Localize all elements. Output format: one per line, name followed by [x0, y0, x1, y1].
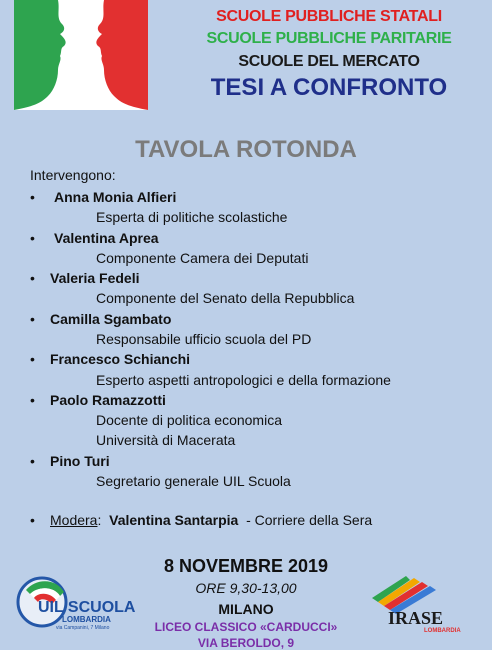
speaker-name: Pino Turi — [50, 453, 110, 469]
header-line-mercato: SCUOLE DEL MERCATO — [238, 53, 420, 70]
speaker-name: Francesco Schianchi — [50, 351, 191, 367]
header-line-statali: SCUOLE PUBBLICHE STATALI — [216, 8, 442, 25]
bullet-icon: • — [30, 512, 35, 528]
speaker-role: Componente Camera dei Deputati — [96, 250, 309, 266]
event-time: ORE 9,30-13,00 — [195, 580, 297, 596]
speaker-role: Responsabile ufficio scuola del PD — [96, 331, 312, 347]
speaker-name: Valeria Fedeli — [50, 270, 140, 286]
svg-text:LOMBARDIA: LOMBARDIA — [62, 615, 111, 624]
moderator-affiliation: - Corriere della Sera — [246, 512, 373, 528]
speaker-name: Valentina Aprea — [54, 230, 159, 246]
event-venue: LICEO CLASSICO «CARDUCCI» — [154, 620, 338, 634]
speaker-name: Paolo Ramazzotti — [50, 392, 166, 408]
moderator-label: Modera — [50, 512, 98, 528]
svg-text:via Campanini, 7 Milano: via Campanini, 7 Milano — [56, 625, 110, 631]
uil-scuola-logo — [16, 572, 136, 632]
event-title: TAVOLA ROTONDA — [135, 136, 357, 163]
speaker-role: Componente del Senato della Repubblica — [96, 290, 355, 306]
event-street: VIA BEROLDO, 9 — [197, 636, 295, 650]
speakers-intro: Intervengono: — [30, 167, 116, 183]
event-city: MILANO — [218, 601, 274, 617]
bullet-icon: • — [30, 311, 35, 327]
bullet-icon: • — [30, 189, 35, 205]
svg-text:IRASE: IRASE — [388, 608, 444, 628]
header-line-paritarie: SCUOLE PUBBLICHE PARITARIE — [206, 30, 452, 47]
bullet-icon: • — [30, 270, 35, 286]
bullet-icon: • — [30, 392, 35, 408]
speaker-name: Camilla Sgambato — [50, 311, 172, 327]
svg-text:LOMBARDIA: LOMBARDIA — [424, 628, 461, 634]
speaker-role: Università di Macerata — [96, 432, 236, 448]
irase-logo — [366, 572, 476, 634]
bullet-icon: • — [30, 230, 35, 246]
speaker-role: Esperto aspetti antropologici e della formazione — [96, 372, 391, 388]
speaker-role: Segretario generale UIL Scuola — [96, 473, 291, 489]
profiles-logo — [14, 0, 148, 110]
speaker-name: Anna Monia Alfieri — [54, 189, 177, 205]
speaker-role: Docente di politica economica — [96, 412, 282, 428]
event-date: 8 NOVEMBRE 2019 — [163, 556, 329, 576]
speaker-role: Esperta di politiche scolastiche — [96, 209, 288, 225]
moderator-name: Valentina Santarpia — [109, 512, 239, 528]
bullet-icon: • — [30, 351, 35, 367]
svg-text:UIL SCUOLA: UIL SCUOLA — [38, 599, 136, 616]
bullet-icon: • — [30, 453, 35, 469]
header-main-title: TESI A CONFRONTO — [210, 74, 448, 101]
